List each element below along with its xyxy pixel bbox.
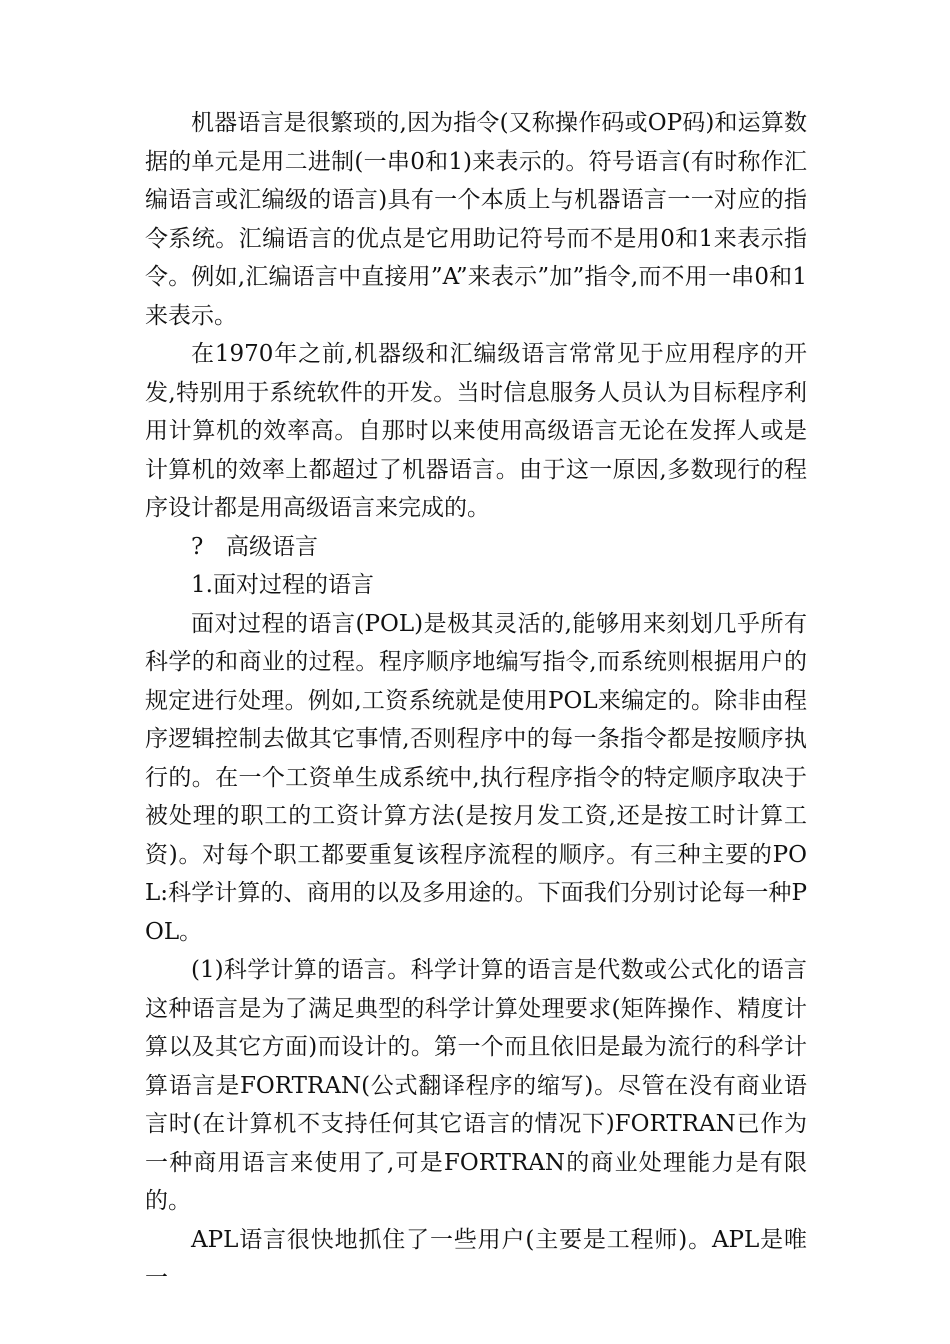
paragraph-pol: 面对过程的语言(POL)是极其灵活的,能够用来刻划几乎所有科学的和商业的过程。程序顺序地编写指令,而系统则根据用户的规定进行处理。例如,工资系统就是使用POL来编定的。除非由程序逻辑控制去做其它事情,否则程序中的每一条指令都是按顺序执行的。在一个工资单生成系统中,执行程序指令的特定顺序取决于被处理的职工的工资计算方法(是按月发工资,还是按工时计算工资)。对每个职工都要重复该程序流程的顺序。有三种主要的POL:科学计算的、商用的以及多用途的。下面我们分别讨论每一种POL。 <box>145 610 807 945</box>
bullet-marker: ? <box>191 533 204 560</box>
paragraph-history-1970: 在1970年之前,机器级和汇编级语言常常见于应用程序的开发,特别用于系统软件的开发。当时信息服务人员认为目标程序利用计算机的效率高。自那时以来使用高级语言无论在发挥人或是计算机的效率上都超过了机器语言。由于这一原因,多数现行的程序设计都是用高级语言来完成的。 <box>145 341 807 521</box>
paragraph-scientific-languages: (1)科学计算的语言。科学计算的语言是代数或公式化的语言这种语言是为了满足典型的科学计算处理要求(矩阵操作、精度计算以及其它方面)而设计的。第一个而且依旧是最为流行的科学计算语言是FORTRAN(公式翻译程序的缩写)。尽管在没有商业语言时(在计算机不支持任何其它语言的情况下)FORTRAN已作为一种商用语言来使用了,可是FORTRAN的商业处理能力是有限的。 <box>145 957 807 1214</box>
paragraph-machine-language: 机器语言是很繁琐的,因为指令(又称操作码或OP码)和运算数据的单元是用二进制(一串0和1)来表示的。符号语言(有时称作汇编语言或汇编级的语言)具有一个本质上与机器语言一一对应的指令系统。汇编语言的优点是它用助记符号而不是用0和1来表示指令。例如,汇编语言中直接用”A”来表示”加”指令,而不用一串0和1来表示。 <box>145 110 807 329</box>
document-page <box>145 104 807 1298</box>
subheading-procedural-languages: 1.面对过程的语言 <box>191 572 374 598</box>
paragraph-apl: APL语言很快地抓住了一些用户(主要是工程师)。APL是唯一 <box>145 1226 807 1291</box>
section-heading-high-level-languages <box>145 528 807 567</box>
section-heading-text: 高级语言 <box>226 533 318 560</box>
